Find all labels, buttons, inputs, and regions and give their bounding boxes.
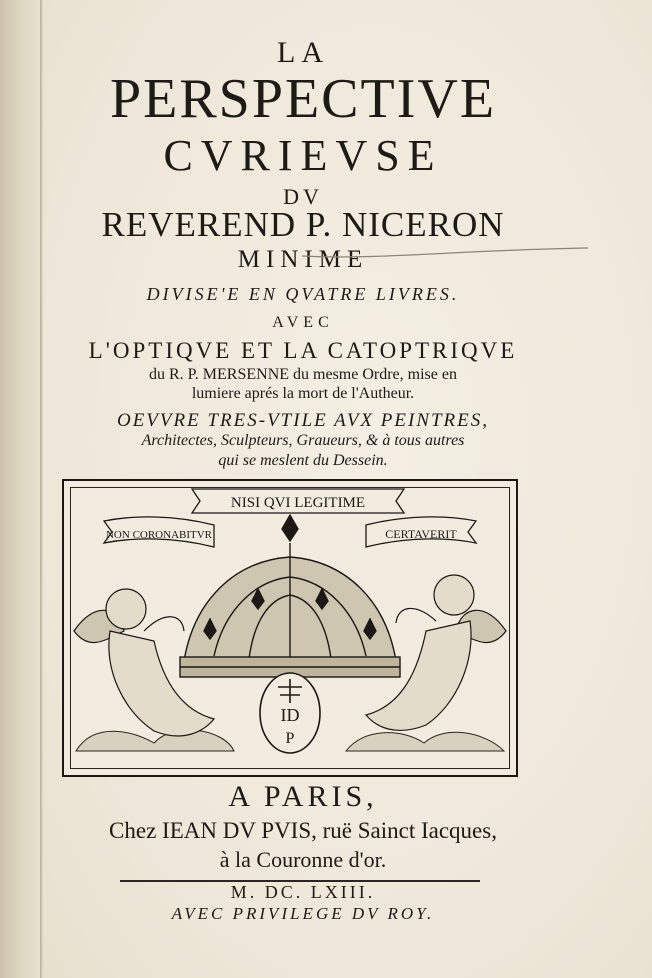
imprint-city: A PARIS,: [228, 780, 378, 813]
monogram-letter-p: P: [285, 730, 295, 747]
title-perspective: PERSPECTIVE: [109, 68, 497, 130]
subtitle-architectes: Architectes, Sculpteurs, Graueurs, & à tous autres: [141, 432, 465, 449]
imprint-sign: à la Couronne d'or.: [219, 847, 387, 872]
title-la: LA: [277, 36, 329, 69]
title-curieuse: CVRIEVSE: [163, 131, 443, 180]
subtitle-optique: L'OPTIQVE ET LA CATOPTRIQVE: [88, 338, 518, 363]
imprint-printer: Chez IEAN DV PVIS, ruë Sainct Iacques,: [109, 818, 497, 843]
subtitle-mersenne: du R. P. MERSENNE du mesme Ordre, mise en: [149, 366, 457, 383]
subtitle-oeuvre: OEVVRE TRES-VTILE AVX PEINTRES,: [116, 410, 490, 431]
book-spine-margin: [0, 0, 40, 978]
subtitle-lumiere: lumiere aprés la mort de l'Autheur.: [191, 385, 415, 402]
subtitle-avec: AVEC: [272, 314, 334, 331]
imprint-privilege: AVEC PRIVILEGE DV ROY.: [171, 904, 435, 923]
printer-device-woodcut: [62, 479, 518, 777]
banner-motto-left: NON CORONABITVR: [105, 529, 213, 541]
order-minime: MINIME: [237, 246, 369, 273]
imprint-year: M. DC. LXIII.: [230, 882, 376, 902]
pencil-annotation-line: [300, 246, 590, 262]
title-du: DV: [283, 184, 323, 209]
subtitle-divisee: DIVISE'E EN QVATRE LIVRES.: [146, 284, 460, 304]
woodcut-illustration: [64, 481, 516, 775]
monogram-letters-id: ID: [280, 705, 300, 725]
subtitle-qui: qui se meslent du Dessein.: [218, 452, 388, 469]
author-line: REVEREND P. NICERON: [101, 205, 505, 244]
banner-motto-top: NISI QVI LEGITIME: [230, 495, 366, 511]
banner-motto-right: CERTAVERIT: [385, 527, 457, 541]
